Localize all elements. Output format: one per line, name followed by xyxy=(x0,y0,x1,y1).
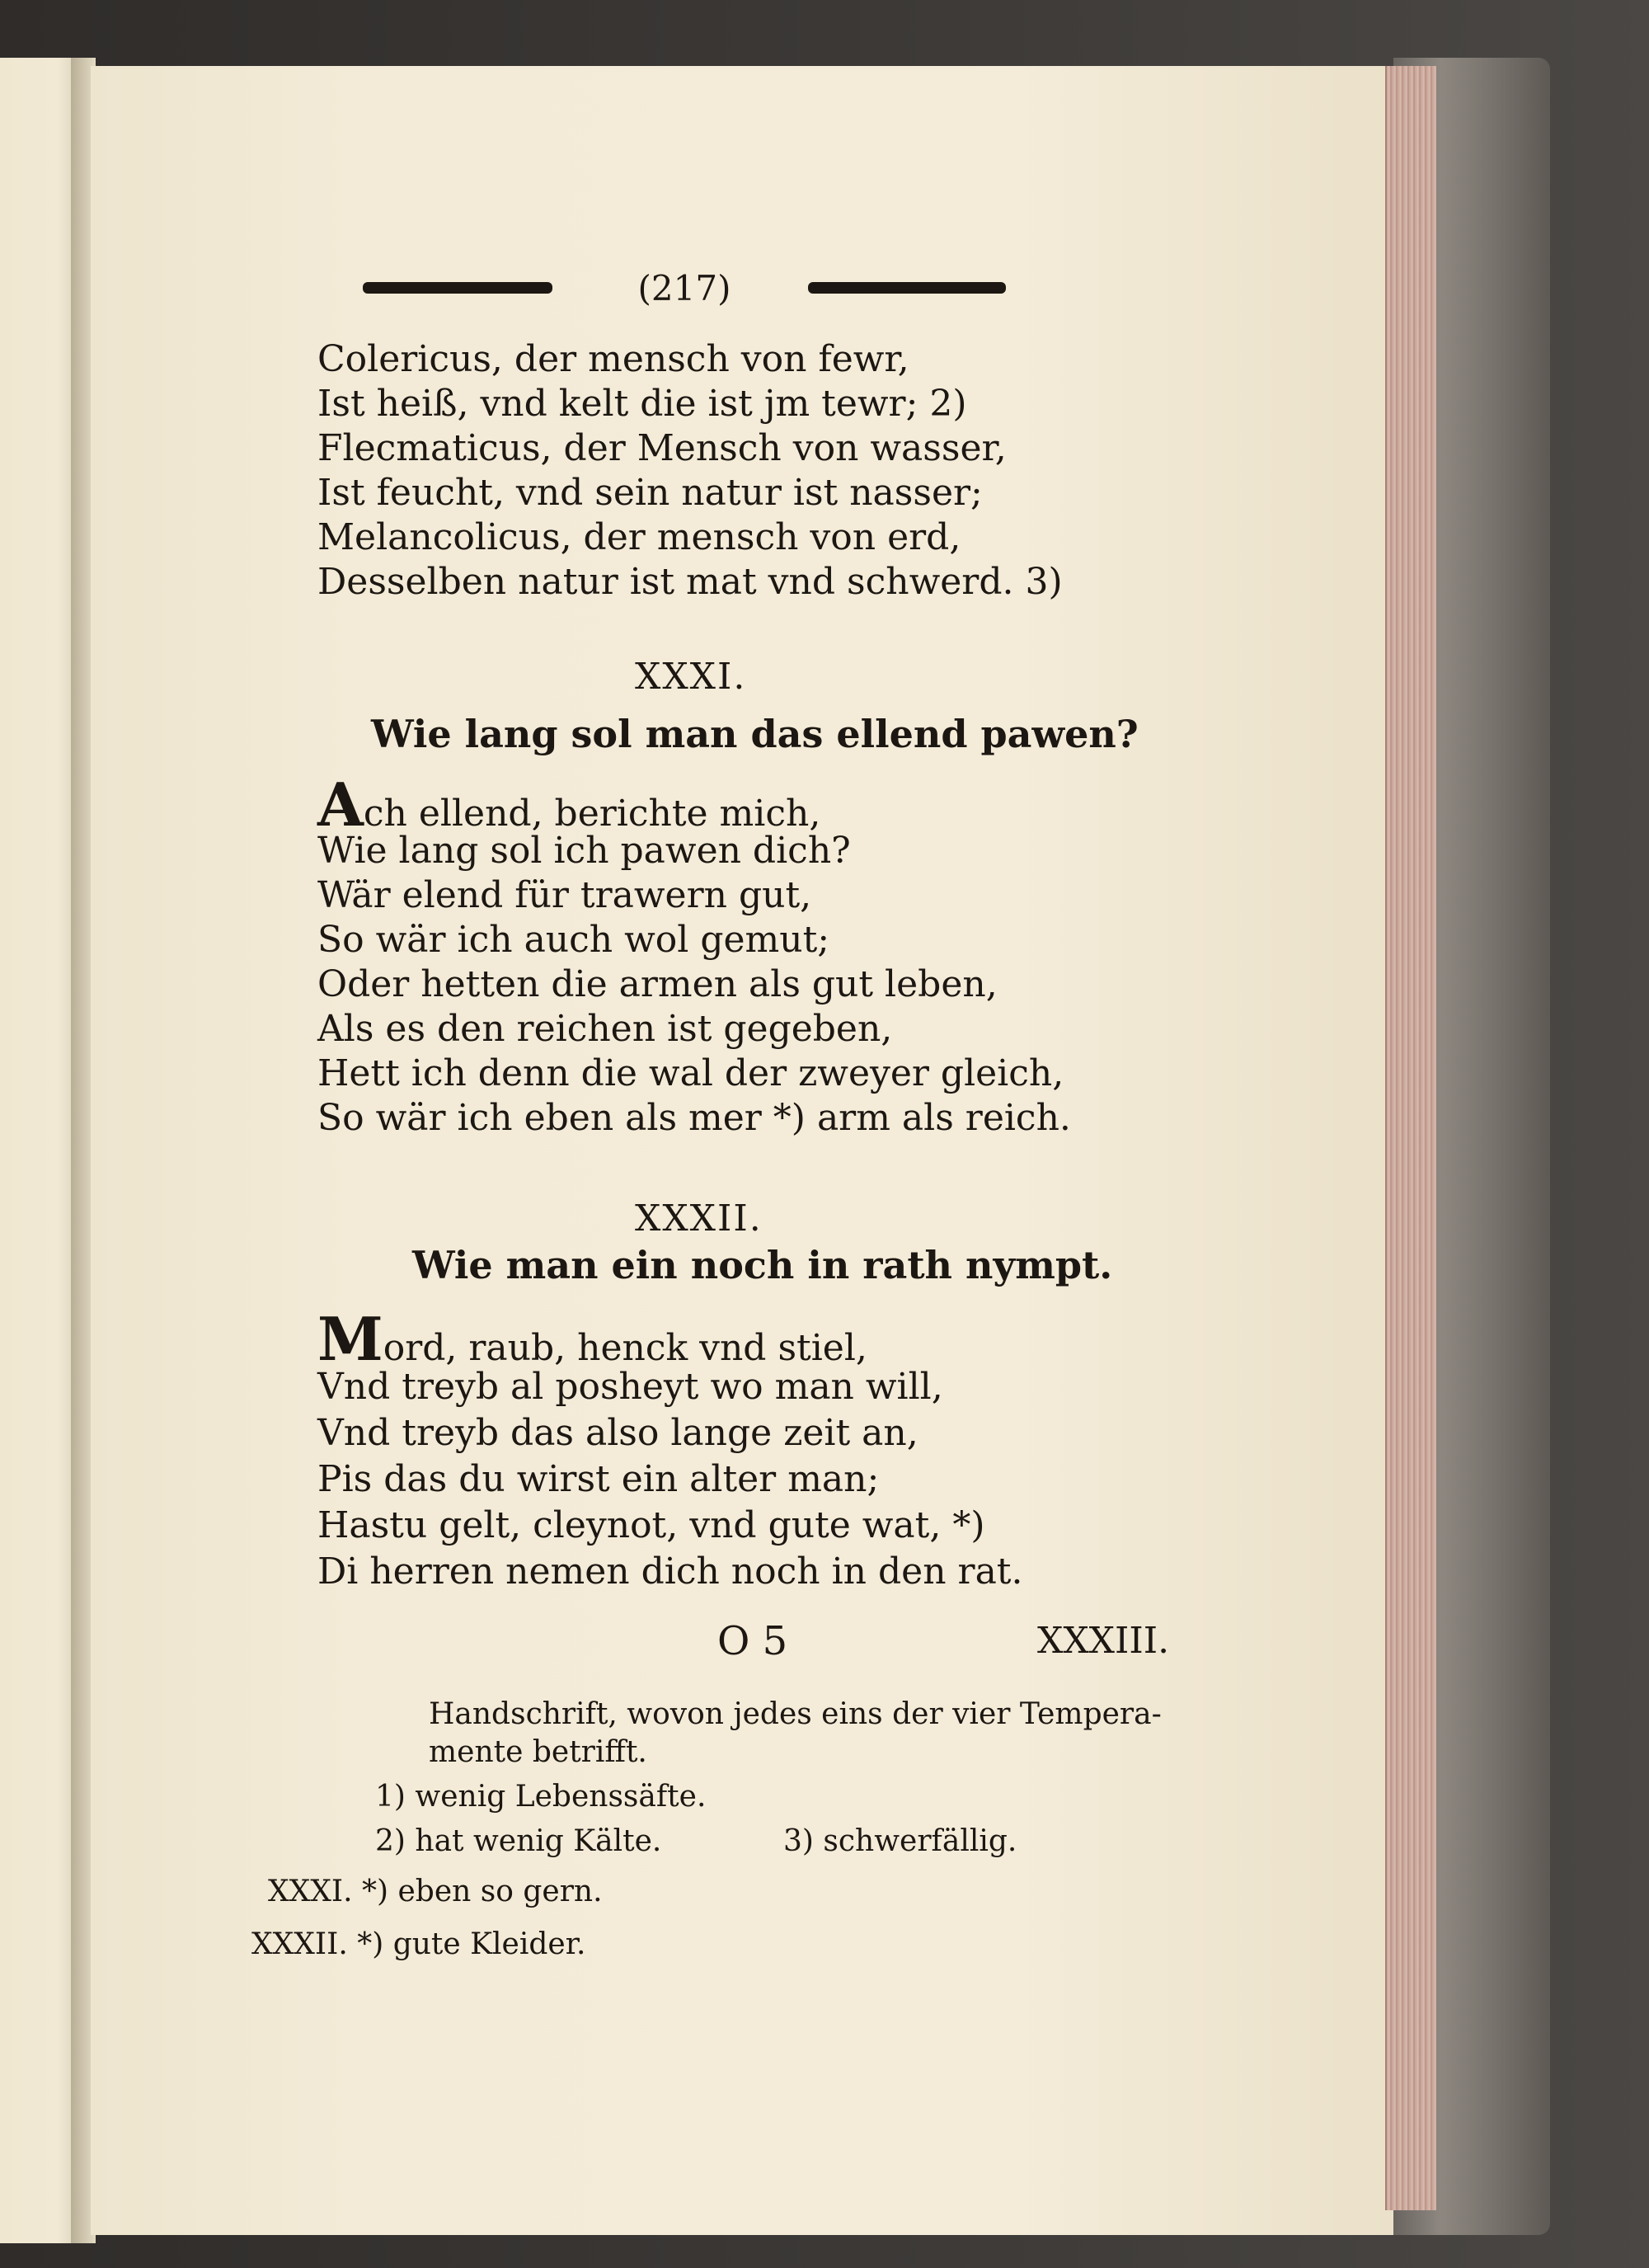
poem-line: Vnd treyb das also lange zeit an, xyxy=(317,1412,918,1454)
poem-line: Colericus, der mensch von fewr, xyxy=(317,338,909,380)
section-number: XXXI. xyxy=(635,656,747,698)
poem-line: So wär ich auch wol gemut; xyxy=(317,919,830,961)
poem-line: Wär elend für trawern gut, xyxy=(317,874,812,916)
signature-mark: O 5 xyxy=(717,1618,788,1664)
header-rule-right xyxy=(808,282,1006,294)
poem-line-text: ord, raub, henck vnd stiel, xyxy=(383,1327,867,1369)
footnote: XXXI. *) eben so gern. xyxy=(268,1875,603,1908)
section-title: Wie lang sol man das ellend pawen? xyxy=(371,712,1139,756)
footnote: 3) schwerfällig. xyxy=(783,1824,1017,1858)
catchword: XXXIII. xyxy=(1037,1620,1170,1662)
poem-line: Melancolicus, der mensch von erd, xyxy=(317,516,961,558)
poem-line: Ist feucht, vnd sein natur ist nasser; xyxy=(317,472,983,514)
poem-line: Ist heiß, vnd kelt die ist jm tewr; 2) xyxy=(317,383,967,425)
footnote: 1) wenig Lebenssäfte. xyxy=(375,1780,707,1814)
poem-line: Oder hetten die armen als gut leben, xyxy=(317,963,998,1005)
poem-line: Pis das du wirst ein alter man; xyxy=(317,1458,880,1500)
poem-line-text: ch ellend, berichte mich, xyxy=(363,793,821,835)
page-header xyxy=(363,264,1006,313)
page-number: (217) xyxy=(637,268,731,308)
footnote-intro: Handschrift, wovon jedes eins der vier Tempera- xyxy=(429,1697,1162,1731)
poem-line: Als es den reichen ist gegeben, xyxy=(317,1008,893,1050)
poem-line: Hastu gelt, cleynot, vnd gute wat, *) xyxy=(317,1504,985,1546)
poem-line: Desselben natur ist mat vnd schwerd. 3) xyxy=(317,561,1063,603)
header-rule-left xyxy=(363,282,552,294)
footnote: XXXII. *) gute Kleider. xyxy=(251,1927,586,1961)
left-page-edge xyxy=(0,58,82,2243)
drop-initial: A xyxy=(317,769,364,840)
poem-line: Vnd treyb al posheyt wo man will, xyxy=(317,1366,943,1408)
poem-line: So wär ich eben als mer *) arm als reich. xyxy=(317,1097,1071,1139)
poem-line: Wie lang sol ich pawen dich? xyxy=(317,830,851,872)
poem-line: Di herren nemen dich noch in den rat. xyxy=(317,1550,1023,1593)
section-number: XXXII. xyxy=(635,1198,763,1240)
footnote-intro: mente betrifft. xyxy=(429,1735,647,1769)
poem-line: Hett ich denn die wal der zweyer gleich, xyxy=(317,1052,1064,1094)
poem-line: Flecmaticus, der Mensch von wasser, xyxy=(317,427,1007,469)
poem-line-initial xyxy=(317,1304,867,1374)
footnote: 2) hat wenig Kälte. xyxy=(375,1824,662,1858)
section-title: Wie man ein noch in rath nympt. xyxy=(412,1243,1113,1287)
drop-initial: M xyxy=(317,1304,383,1374)
page-edges xyxy=(1385,66,1436,2210)
